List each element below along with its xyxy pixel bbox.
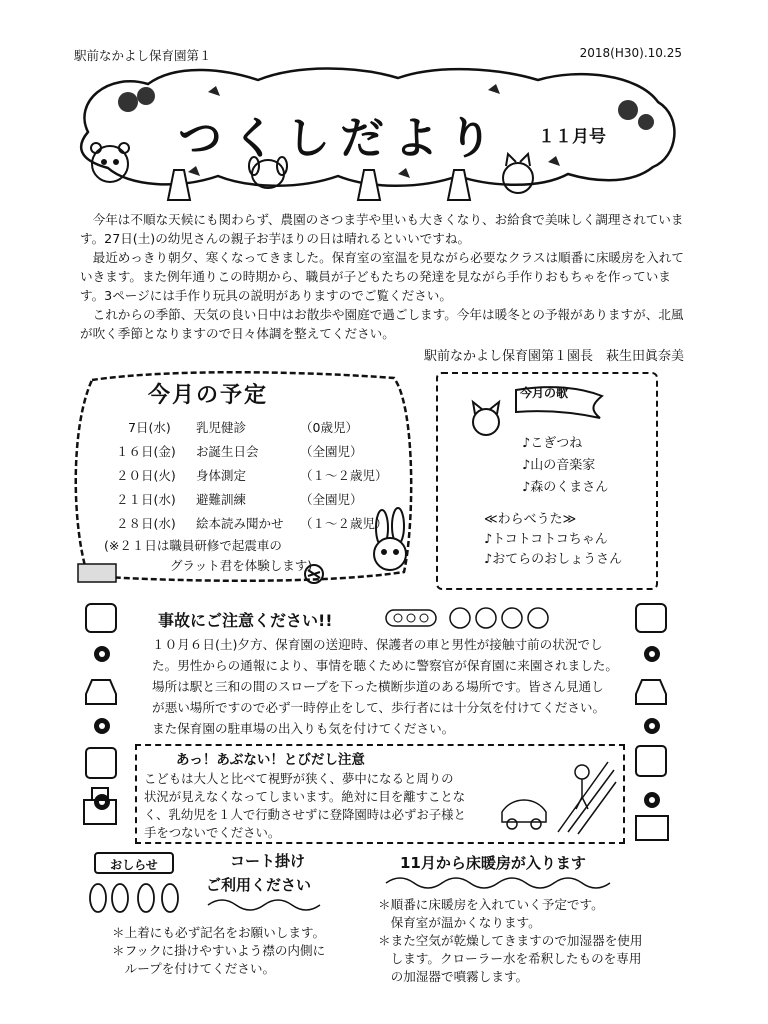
schedule-group: （0歳児） <box>300 420 358 435</box>
heating-line: の加湿器で噴霧します。 <box>378 969 529 984</box>
songs-banner: 今月の歌 <box>520 386 569 400</box>
leaf-garland-icon <box>384 874 624 892</box>
cat-icon <box>503 154 533 193</box>
coat-title: コート掛け <box>230 852 306 870</box>
heating-line: ＊また空気が乾燥してきますので加湿器を使用 <box>378 933 643 948</box>
schedule-date: ２０日(火) <box>116 468 176 483</box>
warabe-item: ♪トコトコトコちゃん <box>484 532 608 547</box>
schedule-event: お誕生日会 <box>196 444 259 459</box>
heating-line: します。クローラー水を希釈したものを専用 <box>378 951 642 966</box>
heating-line: ＊順番に床暖房を入れていく予定です。 <box>378 897 604 912</box>
car-icon <box>630 598 674 848</box>
accident-line: また保育園の駐車場の出入りも気を付けてください。 <box>152 721 455 736</box>
schedule-event: 絵本読み聞かせ <box>196 516 284 531</box>
schedule-note: グラット君を体験します) <box>170 558 313 573</box>
coat-line: ＊上着にも必ず記名をお願いします。 <box>112 925 326 940</box>
traffic-light-icon <box>384 604 584 630</box>
schedule-note: (※２１日は職員研修で起震車の <box>104 538 282 553</box>
schedule-date: ２１日(水) <box>116 492 176 507</box>
newsletter-title: つくしだより <box>178 113 502 164</box>
accident-line: １０月６日(土)夕方、保育園の送迎時、保護者の車と男性が接触寸前の状況でし <box>152 637 603 652</box>
schedule-event: 避難訓練 <box>196 492 247 507</box>
song-item: ♪こぎつね <box>522 436 583 451</box>
caution-body <box>144 770 484 842</box>
schedule-date: 7日(水) <box>128 420 171 435</box>
accident-line: 場所は駅と三和の間のスロープを下った横断歩道のある場所です。皆さん見通し <box>152 679 604 694</box>
warabe-item: ♪おてらのおしょうさん <box>484 552 623 567</box>
blanket-icon <box>78 564 116 582</box>
accident-line: が悪い場所ですので必ず一時停止をして、歩行者には十分気を付けてください。 <box>152 700 606 715</box>
caution-line: 手をつないでください。 <box>144 825 281 840</box>
accident-title: 事故にご注意ください!! <box>158 611 333 630</box>
principal-signature: 駅前なかよし保育園第１園長 萩生田眞奈美 <box>423 349 684 364</box>
warabe-title: ≪わらべうた≫ <box>484 512 577 527</box>
song-item: ♪森のくまさん <box>522 480 609 495</box>
accident-line: た。男性からの通報により、事情を聴くために警察官が保育園に来園されました。 <box>152 658 618 673</box>
crosswalk-icon <box>498 752 618 838</box>
schedule-event: 身体測定 <box>196 468 247 483</box>
peanut-icon <box>86 876 186 916</box>
truck-icon <box>78 780 122 840</box>
intro-text <box>80 210 692 343</box>
intro-paragraph: 最近めっきり朝夕、寒くなってきました。保育室の室温を見ながら必要なクラスは順番に床暖房を入れていきます。また例年通りこの時期から、職員が子どもたちの発達を見ながら手作りおもちゃを作っています。3ページには手作り玩具の説明がありますのでご覧ください。 <box>80 250 684 303</box>
heating-body <box>378 896 678 986</box>
song-item: ♪山の音楽家 <box>522 458 596 473</box>
accident-body <box>152 634 622 739</box>
caution-line: 状況が見えなくなってしまいます。絶対に目を離すことな <box>144 789 466 804</box>
schedule-date: ２８日(水) <box>116 516 176 531</box>
schedule-group: （全園児） <box>300 444 363 459</box>
caution-line: く、乳幼児を１人で行動させずに登降園時は必ずお子様と <box>144 807 466 822</box>
schedule-group: （１～２歳児） <box>300 468 388 483</box>
issue-number: １１月号 <box>538 127 606 147</box>
heating-title: 11月から床暖房が入ります <box>400 854 586 872</box>
heating-line: 保育室が温かくなります。 <box>378 915 541 930</box>
schedule-event: 乳児健診 <box>196 420 247 435</box>
leaf-garland-icon <box>206 896 336 914</box>
schedule-group: （全園児） <box>300 492 363 507</box>
caution-line: こどもは大人と比べて視野が狭く、夢中になると周りの <box>144 771 454 786</box>
caution-title: あっ！あぶない！とびだし注意 <box>176 752 365 768</box>
coat-line: ＊フックに掛けやすいよう襟の内側に <box>112 943 326 958</box>
issue-date: 2018(H30).10.25 <box>579 46 682 60</box>
coat-subtitle: ご利用ください <box>206 876 312 894</box>
schedule-title: 今月の予定 <box>148 383 269 408</box>
bear-icon <box>91 143 129 182</box>
schedule-group: （１～２歳児） <box>300 516 388 531</box>
coat-body <box>112 924 372 978</box>
intro-paragraph: 今年は不順な天候にも関わらず、農園のさつま芋や里いも大きくなり、お給食で美味しく調理されています。27日(土)の幼児さんの親子お芋ほりの日は晴れるといいですね。 <box>80 212 684 246</box>
schedule-date: １６日(金) <box>116 444 176 459</box>
school-name: 駅前なかよし保育園第１ <box>74 48 212 63</box>
intro-paragraph: これからの季節、天気の良い日中はお散歩や園庭で過ごします。今年は暖冬との予報がありますが、北風が吹く季節となりますので日々体調を整えてください。 <box>80 307 684 341</box>
coat-line: ループを付けてください。 <box>112 961 276 976</box>
notice-badge: おしらせ <box>94 852 174 874</box>
